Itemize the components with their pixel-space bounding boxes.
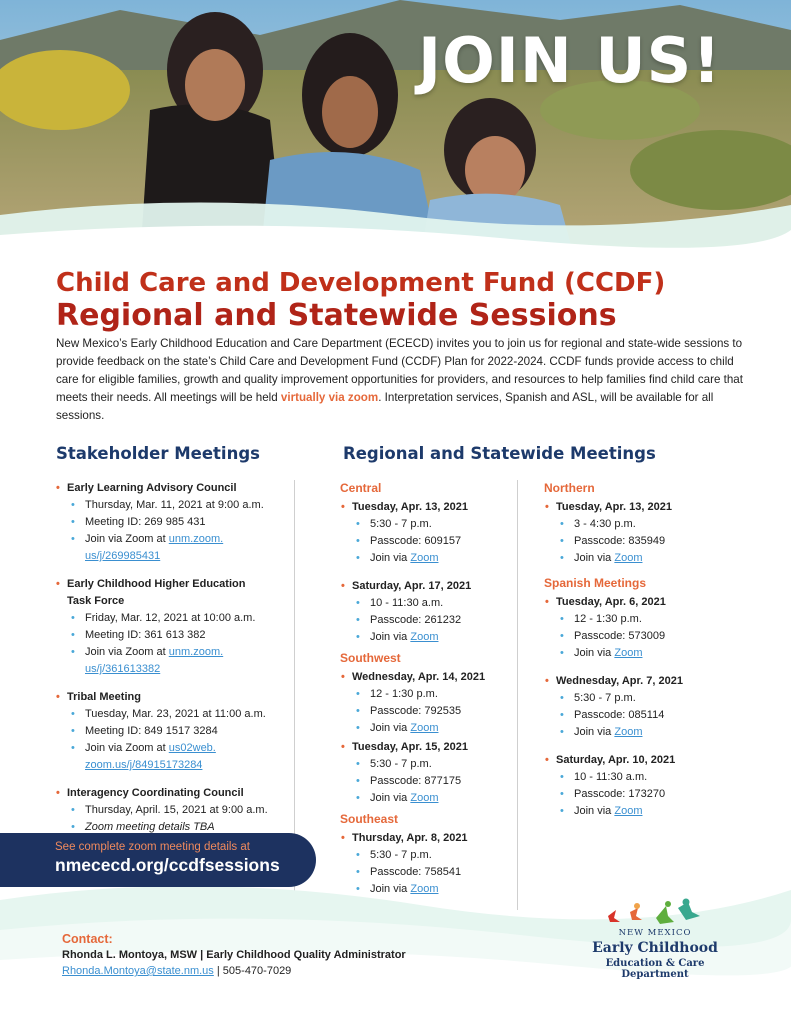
zoom-link-cont[interactable]: us/j/269985431: [85, 550, 161, 562]
session-date: • Tuesday, Apr. 15, 2021: [340, 739, 515, 756]
join-label: Join via: [574, 647, 615, 659]
meeting-date: • Thursday, April. 15, 2021 at 9:00 a.m.: [55, 802, 291, 819]
contact-phone: 505-470-7029: [222, 965, 292, 977]
zoom-link[interactable]: Zoom: [410, 631, 439, 643]
sessions-link-banner[interactable]: [0, 833, 316, 887]
meeting-name-line2: Task Force: [67, 595, 125, 607]
intro-paragraph: [56, 335, 746, 425]
session-time: • 5:30 - 7 p.m.: [340, 847, 515, 864]
separator: |: [197, 949, 207, 961]
zoom-link[interactable]: Zoom: [614, 552, 643, 564]
join-label: Join via: [370, 552, 411, 564]
zoom-link[interactable]: Zoom: [614, 726, 643, 738]
intro-text: New Mexico’s Early Childhood Education and Care Department (ECECD) invites you to join us for regional and state-wide sessions to provide feedback on the state’s Child Care and Development Fund (CCDF) Plan for 2022-2024. CCDF funds provide access to child care for eligible families, growth and quality improvement opportunities for providers, and resources to help families find child care that meets their needs. All meetings will be held: [56, 337, 743, 404]
zoom-link[interactable]: unm.zoom.: [168, 646, 224, 658]
session-passcode: • Passcode: 573009: [544, 628, 744, 645]
zoom-link[interactable]: Zoom: [614, 805, 643, 817]
zoom-join: [55, 740, 291, 774]
cta-url[interactable]: nmececd.org/ccdfsessions: [55, 855, 280, 875]
zoom-link[interactable]: unm.zoom.: [168, 533, 224, 545]
session-time: • 5:30 - 7 p.m.: [340, 516, 515, 533]
meeting-name-line1: Early Childhood Higher Education: [67, 578, 246, 590]
session-date: • Thursday, Apr. 8, 2021: [340, 830, 515, 847]
session-join: [544, 645, 744, 662]
session-join: [544, 724, 744, 741]
session-join: [340, 790, 515, 807]
zoom-join-label: Join via Zoom at: [85, 533, 169, 545]
regional-heading: Regional and Statewide Meetings: [343, 444, 656, 463]
zoom-link-cont[interactable]: zoom.us/j/84915173284: [85, 759, 203, 771]
session-date: • Saturday, Apr. 10, 2021: [544, 752, 744, 769]
stakeholder-list: [55, 478, 291, 836]
session-time: • 10 - 11:30 a.m.: [340, 595, 515, 612]
logo-department: Education & Care Department: [605, 958, 705, 980]
session-time: • 12 - 1:30 p.m.: [544, 611, 744, 628]
stakeholder-heading: Stakeholder Meetings: [56, 444, 260, 463]
meeting-id: • Meeting ID: 269 985 431: [55, 514, 291, 531]
zoom-join-label: Join via Zoom at: [85, 742, 169, 754]
session-time: • 5:30 - 7 p.m.: [340, 756, 515, 773]
session-passcode: • Passcode: 261232: [340, 612, 515, 629]
meeting-name: [55, 576, 291, 610]
contact-name-line: [62, 947, 406, 963]
column-divider-2: [517, 480, 518, 910]
session-date: • Tuesday, Apr. 13, 2021: [544, 499, 744, 516]
session-date: • Tuesday, Apr. 6, 2021: [544, 594, 744, 611]
join-label: Join via: [370, 792, 411, 804]
zoom-join-label: Join via Zoom at: [85, 646, 169, 658]
session-passcode: • Passcode: 609157: [340, 533, 515, 550]
ececd-logo: [575, 898, 735, 980]
session-join: [340, 550, 515, 567]
separator: |: [213, 965, 223, 977]
regional-column-1: [340, 476, 515, 898]
contact-name: Rhonda L. Montoya, MSW: [62, 949, 198, 961]
session-time: • 5:30 - 7 p.m.: [544, 690, 744, 707]
meeting-name: • Interagency Coordinating Council: [55, 785, 291, 802]
meeting-date: • Thursday, Mar. 11, 2021 at 9:00 a.m.: [55, 497, 291, 514]
session-join: [340, 629, 515, 646]
session-passcode: • Passcode: 085114: [544, 707, 744, 724]
regional-column-2: [544, 476, 744, 820]
zoom-link[interactable]: Zoom: [410, 552, 439, 564]
zoom-link[interactable]: us02web.: [168, 742, 216, 754]
intro-text-end: . Interpretation services, Spanish and ASL, will be available for all sessions.: [56, 391, 714, 422]
zoom-link[interactable]: Zoom: [410, 792, 439, 804]
region-southeast: Southeast: [340, 812, 399, 826]
figures-logo-icon: [600, 898, 710, 930]
session-join: [340, 720, 515, 737]
session-date: • Tuesday, Apr. 13, 2021: [340, 499, 515, 516]
contact-label: Contact:: [62, 932, 113, 946]
region-spanish: Spanish Meetings: [544, 576, 647, 590]
session-time: • 12 - 1:30 p.m.: [340, 686, 515, 703]
virtual-highlight: virtually via zoom: [280, 391, 379, 404]
join-label: Join via: [370, 631, 411, 643]
session-passcode: • Passcode: 173270: [544, 786, 744, 803]
session-passcode: • Passcode: 758541: [340, 864, 515, 881]
contact-role: Early Childhood Quality Administrator: [206, 949, 406, 961]
session-passcode: • Passcode: 877175: [340, 773, 515, 790]
meeting-id: • Meeting ID: 361 613 382: [55, 627, 291, 644]
join-label: Join via: [574, 552, 615, 564]
session-date: • Saturday, Apr. 17, 2021: [340, 578, 515, 595]
zoom-link[interactable]: Zoom: [410, 883, 439, 895]
session-time: • 3 - 4:30 p.m.: [544, 516, 744, 533]
contact-block: [62, 931, 406, 979]
page-title-line1: Child Care and Development Fund (CCDF): [56, 268, 666, 298]
meeting-date: • Friday, Mar. 12, 2021 at 10:00 a.m.: [55, 610, 291, 627]
meeting-name: • Tribal Meeting: [55, 689, 291, 706]
session-time: • 10 - 11:30 a.m.: [544, 769, 744, 786]
contact-info-line: [62, 963, 406, 979]
session-passcode: • Passcode: 835949: [544, 533, 744, 550]
meeting-id: • Meeting ID: 849 1517 3284: [55, 723, 291, 740]
join-label: Join via: [574, 726, 615, 738]
session-join: [544, 550, 744, 567]
zoom-link[interactable]: Zoom: [614, 647, 643, 659]
contact-email[interactable]: Rhonda.Montoya@state.nm.us: [62, 965, 214, 977]
join-label: Join via: [370, 883, 411, 895]
session-date: • Wednesday, Apr. 14, 2021: [340, 669, 515, 686]
page-title-line2: Regional and Statewide Sessions: [56, 298, 617, 333]
meeting-name: • Early Learning Advisory Council: [55, 480, 291, 497]
region-southwest: Southwest: [340, 651, 401, 665]
zoom-link[interactable]: Zoom: [410, 722, 439, 734]
region-central: Central: [340, 481, 382, 495]
session-join: [544, 803, 744, 820]
join-label: Join via: [370, 722, 411, 734]
join-label: Join via: [574, 805, 615, 817]
meeting-note: • Zoom meeting details TBA: [55, 819, 291, 836]
zoom-join: [55, 644, 291, 678]
session-passcode: • Passcode: 792535: [340, 703, 515, 720]
logo-state: NEW MEXICO: [618, 928, 692, 938]
join-us-headline: JOIN US!: [418, 24, 722, 97]
region-northern: Northern: [544, 481, 595, 495]
meeting-date: • Tuesday, Mar. 23, 2021 at 11:00 a.m.: [55, 706, 291, 723]
zoom-link-cont[interactable]: us/j/361613382: [85, 663, 161, 675]
cta-caption: See complete zoom meeting details at: [55, 841, 250, 853]
logo-name: Early Childhood: [592, 940, 718, 956]
zoom-join: [55, 531, 291, 565]
session-date: • Wednesday, Apr. 7, 2021: [544, 673, 744, 690]
